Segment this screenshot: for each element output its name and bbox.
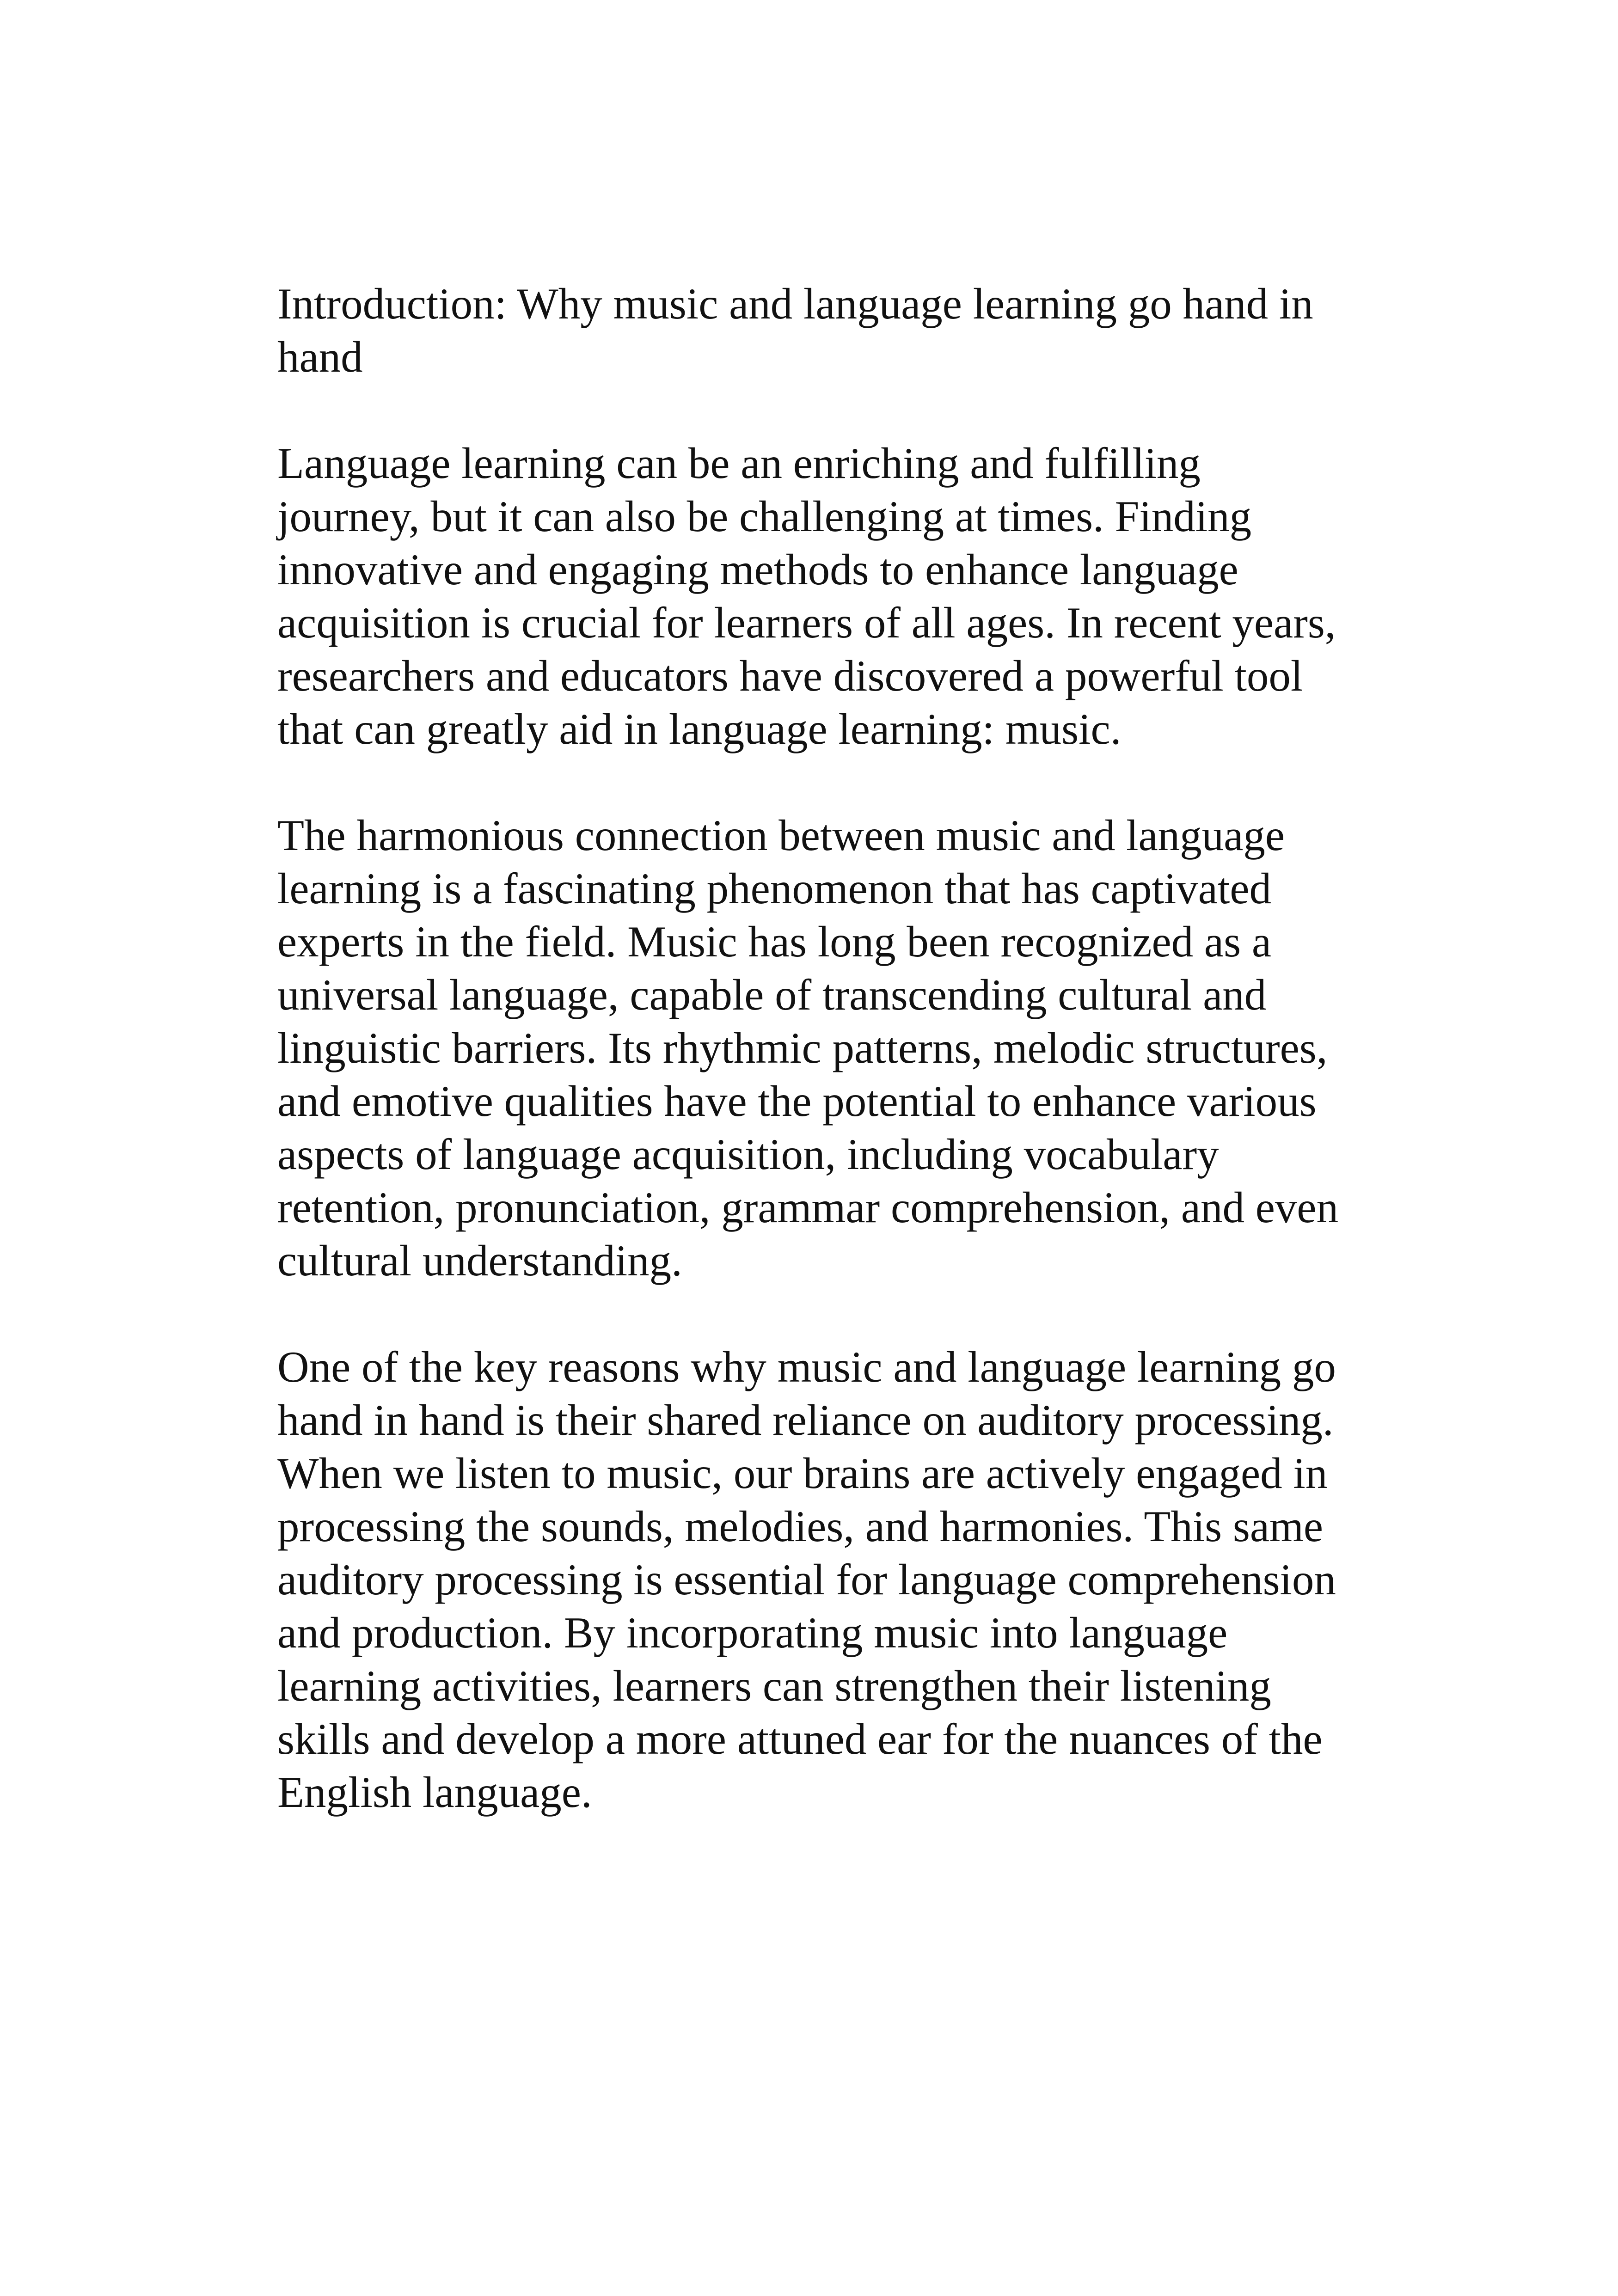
paragraph-3: One of the key reasons why music and language learning go hand in hand is their shared reliance on auditory processing. When we listen to music, our brains are actively engaged in processing the sounds, melodies, and harmonies. This same auditory processing is essential for language comprehension and production. By incorporating music into language learning activities, learners can strengthen their listening skills and develop a more attuned ear for the nuances of the English language.: [277, 1342, 1336, 1817]
paragraph-1: Language learning can be an enriching and fulfilling journey, but it can also be challenging at times. Finding innovative and engaging methods to enhance language acquisition is crucial for learners of all ages. In recent years, researchers and educators have discovered a powerful tool that can greatly aid in language learning: music.: [277, 439, 1336, 753]
paragraph-2: The harmonious connection between music and language learning is a fascinating phenomenon that has captivated experts in the field. Music has long been recognized as a universal language, capable of transcending cultural and linguistic barriers. Its rhythmic patterns, melodic structures, and emotive qualities have the potential to enhance various aspects of language acquisition, including vocabulary retention, pronunciation, grammar comprehension, and even cultural understanding.: [277, 811, 1339, 1285]
document-body: [277, 277, 1350, 1872]
page-title: Introduction: Why music and language learning go hand in hand: [277, 279, 1313, 381]
